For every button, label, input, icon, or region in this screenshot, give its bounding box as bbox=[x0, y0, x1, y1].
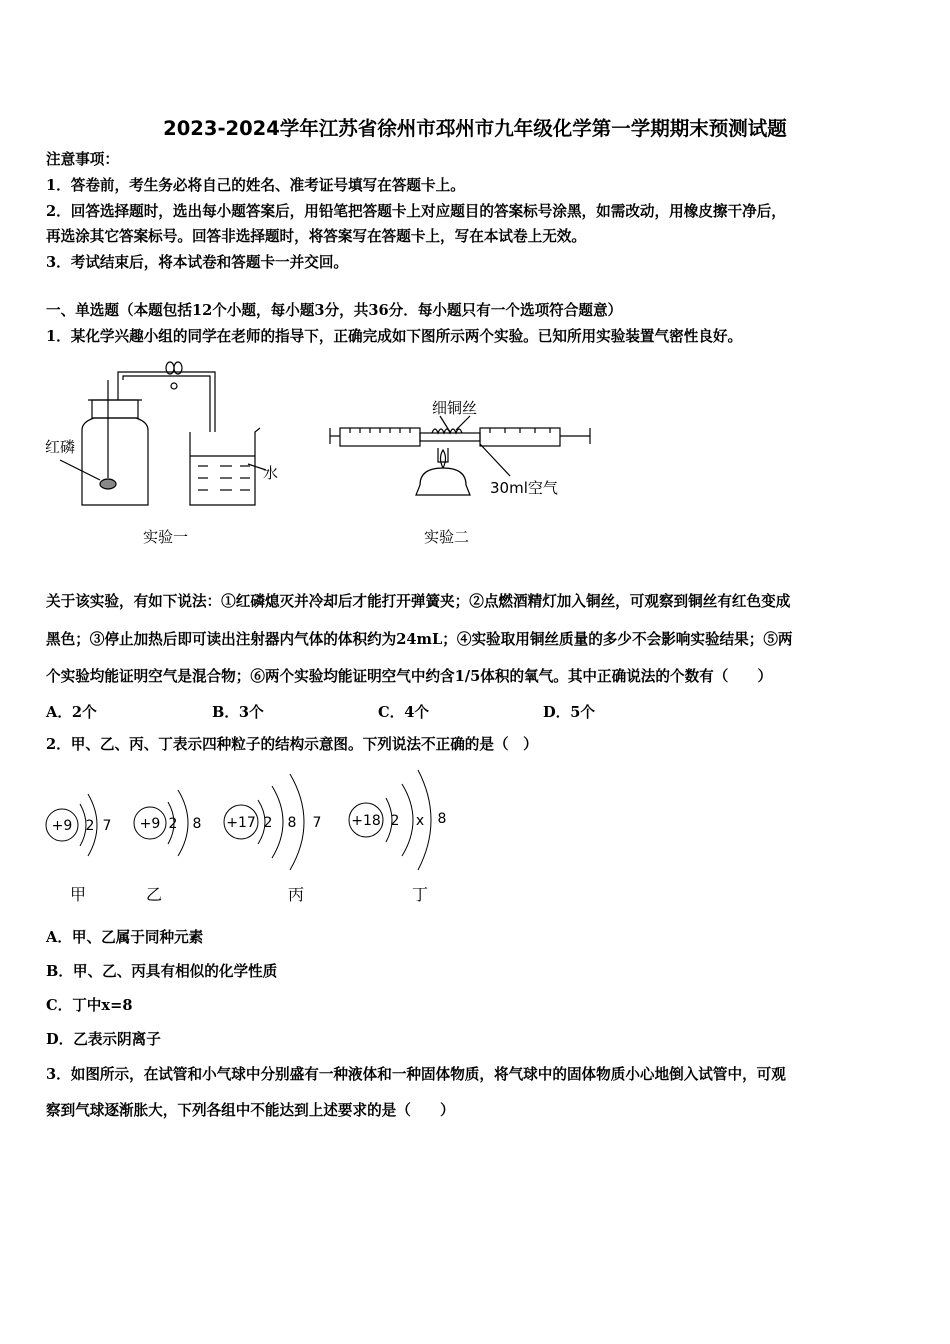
particle-shell: 2 bbox=[390, 813, 400, 829]
particle-nucleus: +9 bbox=[139, 816, 161, 832]
label-red-phosphorus: 红磷 bbox=[45, 438, 76, 456]
particle-shell: 8 bbox=[437, 811, 447, 827]
question-1-body: 个实验均能证明空气是混合物；⑥两个实验均能证明空气中约含1/5体积的氧气。其中正确说法的个数有（ ） bbox=[46, 668, 773, 685]
notice-heading: 注意事项： bbox=[46, 151, 119, 168]
notice-item: 2．回答选择题时，选出每小题答案后，用铅笔把答题卡上对应题目的答案标号涂黑，如需改动，用橡皮擦干净后， bbox=[46, 203, 786, 220]
option-a[interactable]: A．甲、乙属于同种元素 bbox=[46, 929, 204, 946]
question-2-stem: 2．甲、乙、丙、丁表示四种粒子的结构示意图。下列说法不正确的是（ ） bbox=[46, 736, 538, 753]
experiment-figure bbox=[40, 360, 620, 550]
particle-label-ding: 丁 bbox=[412, 885, 429, 904]
option-d[interactable]: D．乙表示阴离子 bbox=[46, 1031, 161, 1048]
particle-shell: 7 bbox=[312, 815, 322, 831]
notice-item: 再选涂其它答案标号。回答非选择题时，将答案写在答题卡上，写在本试卷上无效。 bbox=[46, 228, 586, 245]
particle-shell: 7 bbox=[102, 818, 112, 834]
label-air-volume: 30ml空气 bbox=[490, 479, 558, 497]
particle-shell: 2 bbox=[85, 818, 95, 834]
question-3-stem: 3．如图所示，在试管和小气球中分别盛有一种液体和一种固体物质，将气球中的固体物质小心地倒入试管中，可观 bbox=[46, 1066, 786, 1083]
question-1-options bbox=[46, 701, 746, 723]
page-title: 2023-2024学年江苏省徐州市邳州市九年级化学第一学期期末预测试题 bbox=[163, 117, 787, 140]
label-water: 水 bbox=[263, 464, 279, 482]
label-experiment-2: 实验二 bbox=[424, 528, 470, 546]
notice-item: 3．考试结束后，将本试卷和答题卡一并交回。 bbox=[46, 254, 349, 271]
section-heading: 一、单选题（本题包括12个小题，每小题3分，共36分．每小题只有一个选项符合题意） bbox=[46, 302, 623, 319]
particle-diagrams bbox=[40, 764, 470, 874]
experiment-1-bottle bbox=[60, 372, 215, 505]
label-experiment-1: 实验一 bbox=[143, 528, 189, 546]
question-3-stem: 察到气球逐渐胀大，下列各组中不能达到上述要求的是（ ） bbox=[46, 1102, 455, 1119]
particle-nucleus: +9 bbox=[51, 818, 73, 834]
particle-shell: 8 bbox=[287, 815, 297, 831]
question-1-body: 关于该实验，有如下说法：①红磷熄灭并冷却后才能打开弹簧夹；②点燃酒精灯加入铜丝，可观察到铜丝有红色变成 bbox=[46, 593, 791, 610]
particle-label-jia: 甲 bbox=[70, 885, 87, 904]
particle-shell: x bbox=[415, 813, 425, 829]
particle-shell: 2 bbox=[168, 816, 178, 832]
option-a[interactable]: A．2个 bbox=[46, 704, 97, 721]
option-c[interactable]: C．4个 bbox=[378, 704, 429, 721]
option-c[interactable]: C．丁中x=8 bbox=[46, 997, 133, 1014]
option-b[interactable]: B．3个 bbox=[212, 704, 264, 721]
label-copper-wire: 细铜丝 bbox=[432, 399, 478, 417]
particle-shell: 8 bbox=[192, 816, 202, 832]
option-d[interactable]: D．5个 bbox=[543, 704, 595, 721]
particle-nucleus: +18 bbox=[351, 813, 381, 829]
particle-label-yi: 乙 bbox=[146, 885, 163, 904]
particle-nucleus: +17 bbox=[226, 815, 256, 831]
option-b[interactable]: B．甲、乙、丙具有相似的化学性质 bbox=[46, 963, 278, 980]
experiment-1-beaker bbox=[190, 428, 266, 505]
particle-label-bing: 丙 bbox=[288, 885, 305, 904]
question-1-stem: 1．某化学兴趣小组的同学在老师的指导下，正确完成如下图所示两个实验。已知所用实验装置气密性良好。 bbox=[46, 328, 743, 345]
particle-shell: 2 bbox=[263, 815, 273, 831]
question-1-body: 黑色；③停止加热后即可读出注射器内气体的体积约为24mL；④实验取用铜丝质量的多少不会影响实验结果；⑤两 bbox=[46, 631, 793, 648]
notice-item: 1．答卷前，考生务必将自己的姓名、准考证号填写在答题卡上。 bbox=[46, 177, 465, 194]
